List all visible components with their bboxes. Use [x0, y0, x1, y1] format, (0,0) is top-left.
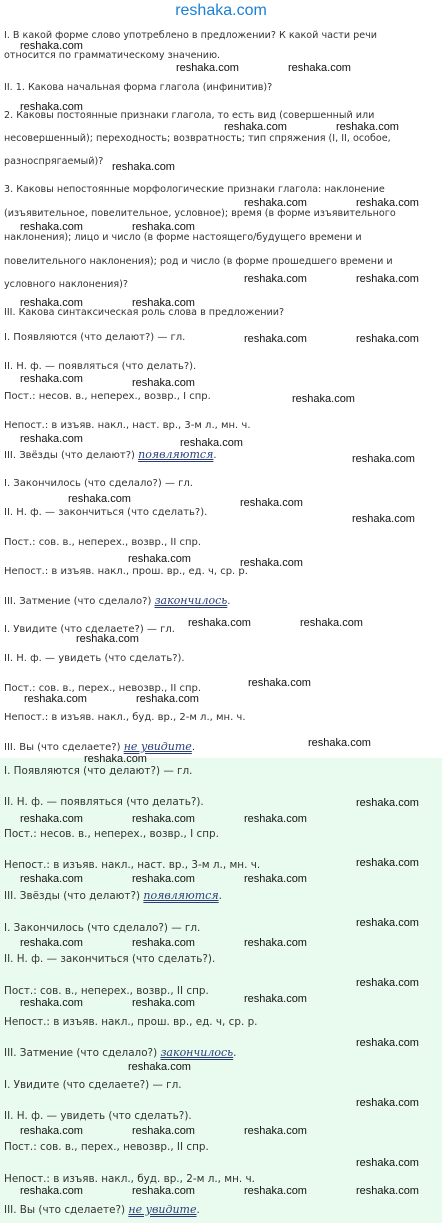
- watermark: reshaka.com: [20, 873, 83, 885]
- question-3-line-2: несовершенный); переходность; возвратность; тип спряжения (I, II, особое,: [4, 133, 391, 144]
- g-analysis-3-form: I. Увидите (что сделаете?) — гл.: [4, 1079, 182, 1091]
- watermark: reshaka.com: [128, 553, 191, 565]
- question-5: III. Какова синтаксическая роль слова в предложении?: [4, 307, 285, 318]
- watermark: reshaka.com: [244, 873, 307, 885]
- w-analysis-1-variable: Непост.: в изъяв. накл., наст. вр., 3-м л., мн. ч.: [4, 420, 251, 431]
- watermark: reshaka.com: [356, 977, 419, 989]
- g-analysis-2-variable: Непост.: в изъяв. накл., прош. вр., ед. ч, ср. р.: [4, 1016, 258, 1028]
- w-analysis-2-initial: II. Н. ф. — закончиться (что сделать?).: [4, 507, 208, 518]
- watermark: reshaka.com: [352, 513, 415, 525]
- watermark: reshaka.com: [112, 161, 175, 173]
- watermark: reshaka.com: [132, 221, 195, 233]
- g-analysis-3-initial: II. Н. ф. — увидеть (что сделать?).: [4, 1110, 192, 1122]
- watermark: reshaka.com: [84, 753, 147, 765]
- watermark: reshaka.com: [300, 617, 363, 629]
- watermark: reshaka.com: [356, 1157, 419, 1169]
- watermark: reshaka.com: [248, 677, 311, 689]
- g-analysis-1-initial: II. Н. ф. — появляться (что делать?).: [4, 796, 204, 808]
- watermark: reshaka.com: [20, 997, 83, 1009]
- g-analysis-2-constant: Пост.: сов. в., неперех., возвр., II спр.: [4, 985, 209, 997]
- watermark: reshaka.com: [356, 333, 419, 345]
- watermark: reshaka.com: [24, 693, 87, 705]
- watermark: reshaka.com: [20, 221, 83, 233]
- watermark: reshaka.com: [240, 497, 303, 509]
- watermark: reshaka.com: [244, 813, 307, 825]
- watermark: reshaka.com: [244, 273, 307, 285]
- w-analysis-2-variable: Непост.: в изъяв. накл., прош. вр., ед. ч, ср. р.: [4, 566, 248, 577]
- w-analysis-3-initial: II. Н. ф. — увидеть (что сделать?).: [4, 653, 185, 664]
- question-4-line-2: (изъявительное, повелительное, условное); время (в форме изъявительного: [4, 208, 396, 219]
- watermark: reshaka.com: [244, 1125, 307, 1137]
- g-analysis-1-variable: Непост.: в изъяв. накл., наст. вр., 3-м л., мн. ч.: [4, 859, 261, 871]
- watermark: reshaka.com: [176, 62, 239, 74]
- question-3-line-1: 2. Каковы постоянные признаки глагола, то есть вид (совершенный или: [4, 110, 375, 121]
- watermark: reshaka.com: [132, 377, 195, 389]
- w-analysis-1-form: I. Появляются (что делают?) — гл.: [4, 332, 186, 343]
- w-analysis-1-role: [4, 449, 217, 462]
- role-word: не увидите: [128, 1203, 197, 1216]
- site-logo-title[interactable]: reshaka.com: [175, 2, 267, 19]
- question-3-line-3: разноспрягаемый)?: [4, 156, 104, 167]
- watermark: reshaka.com: [356, 1037, 419, 1049]
- w-analysis-3-variable: Непост.: в изъяв. накл., буд. вр., 2-м л., мн. ч.: [4, 712, 246, 723]
- watermark: reshaka.com: [308, 737, 371, 749]
- watermark: reshaka.com: [20, 937, 83, 949]
- question-2: II. 1. Какова начальная форма глагола (инфинитив)?: [4, 82, 273, 93]
- g-analysis-2-initial: II. Н. ф. — закончиться (что сделать?).: [4, 953, 216, 965]
- w-analysis-2-role: [4, 595, 230, 608]
- w-analysis-2-form: I. Закончилось (что сделало?) — гл.: [4, 478, 193, 489]
- watermark: reshaka.com: [356, 1097, 419, 1109]
- watermark: reshaka.com: [76, 633, 139, 645]
- w-analysis-1-constant: Пост.: несов. в., неперех., возвр., I спр.: [4, 391, 211, 402]
- watermark: reshaka.com: [336, 121, 399, 133]
- role-prefix: III. Затмение (что сделало?): [4, 1047, 158, 1059]
- w-analysis-2-constant: Пост.: сов. в., неперех., возвр., II спр.: [4, 537, 202, 548]
- watermark: reshaka.com: [20, 433, 83, 445]
- watermark: reshaka.com: [356, 917, 419, 929]
- watermark: reshaka.com: [288, 62, 351, 74]
- watermark: reshaka.com: [128, 1061, 191, 1073]
- w-analysis-3-form: I. Увидите (что сделаете?) — гл.: [4, 624, 175, 635]
- g-analysis-3-constant: Пост.: сов. в., перех., невозвр., II спр.: [4, 1141, 209, 1153]
- watermark: reshaka.com: [68, 493, 131, 505]
- role-suffix: .: [233, 1047, 237, 1059]
- role-word: появляются: [138, 448, 214, 461]
- w-analysis-1-initial: II. Н. ф. — появляться (что делать?).: [4, 361, 197, 372]
- role-suffix: .: [196, 1204, 200, 1216]
- watermark: reshaka.com: [244, 1185, 307, 1197]
- role-prefix: III. Затмение (что сделало?): [4, 596, 152, 607]
- watermark: reshaka.com: [188, 617, 251, 629]
- watermark: reshaka.com: [132, 813, 195, 825]
- watermark: reshaka.com: [20, 1185, 83, 1197]
- role-prefix: III. Звёзды (что делают?): [4, 450, 135, 461]
- question-4-line-4: повелительного наклонения); род и число (в форме прошедшего времени и: [4, 256, 393, 267]
- role-word: закончилось: [160, 1046, 234, 1059]
- role-suffix: .: [213, 450, 217, 461]
- watermark: reshaka.com: [136, 693, 199, 705]
- watermark: reshaka.com: [20, 101, 83, 113]
- watermark: reshaka.com: [244, 937, 307, 949]
- watermark: reshaka.com: [132, 297, 195, 309]
- g-analysis-3-variable: Непост.: в изъяв. накл., буд. вр., 2-м л., мн. ч.: [4, 1173, 255, 1185]
- role-prefix: III. Звёзды (что делают?): [4, 890, 141, 902]
- role-prefix: III. Вы (что сделаете?): [4, 1204, 126, 1216]
- watermark: reshaka.com: [132, 1125, 195, 1137]
- role-suffix: .: [191, 742, 195, 753]
- watermark: reshaka.com: [356, 857, 419, 869]
- watermark: reshaka.com: [132, 997, 195, 1009]
- watermark: reshaka.com: [20, 813, 83, 825]
- question-1-line-2: относится по грамматическому значению.: [4, 50, 221, 61]
- g-analysis-1-constant: Пост.: несов. в., неперех., возвр., I спр.: [4, 828, 219, 840]
- g-analysis-1-form: I. Появляются (что делают?) — гл.: [4, 765, 193, 777]
- g-analysis-1-role: [4, 890, 222, 902]
- watermark: reshaka.com: [356, 197, 419, 209]
- watermark: reshaka.com: [20, 373, 83, 385]
- watermark: reshaka.com: [356, 797, 419, 809]
- watermark: reshaka.com: [356, 273, 419, 285]
- g-analysis-2-role: [4, 1047, 236, 1059]
- question-4-line-1: 3. Каковы непостоянные морфологические признаки глагола: наклонение: [4, 184, 385, 195]
- watermark: reshaka.com: [356, 1185, 419, 1197]
- role-word: закончилось: [154, 594, 228, 607]
- g-analysis-2-form: I. Закончилось (что сделало?) — гл.: [4, 922, 201, 934]
- question-1-line-1: I. В какой форме слово употреблено в предложении? К какой части речи: [4, 30, 378, 41]
- role-word: появляются: [143, 889, 219, 902]
- watermark: reshaka.com: [132, 937, 195, 949]
- role-word: не увидите: [123, 740, 192, 753]
- watermark: reshaka.com: [352, 453, 415, 465]
- watermark: reshaka.com: [240, 557, 303, 569]
- role-suffix: .: [227, 596, 231, 607]
- g-analysis-3-role: [4, 1204, 200, 1216]
- watermark: reshaka.com: [244, 333, 307, 345]
- question-4-line-5: условного наклонения)?: [4, 279, 128, 290]
- watermark: reshaka.com: [132, 1185, 195, 1197]
- watermark: reshaka.com: [180, 437, 243, 449]
- watermark: reshaka.com: [132, 873, 195, 885]
- watermark: reshaka.com: [292, 393, 355, 405]
- role-prefix: III. Вы (что сделаете?): [4, 742, 121, 753]
- watermark: reshaka.com: [244, 993, 307, 1005]
- watermark: reshaka.com: [20, 297, 83, 309]
- w-analysis-3-constant: Пост.: сов. в., перех., невозвр., II спр.: [4, 683, 202, 694]
- watermark: reshaka.com: [224, 121, 287, 133]
- watermark: reshaka.com: [244, 197, 307, 209]
- watermark: reshaka.com: [20, 40, 83, 52]
- question-4-line-3: наклонения); лицо и число (в форме настоящего/будущего времени и: [4, 232, 362, 243]
- role-suffix: .: [218, 890, 222, 902]
- watermark: reshaka.com: [20, 1125, 83, 1137]
